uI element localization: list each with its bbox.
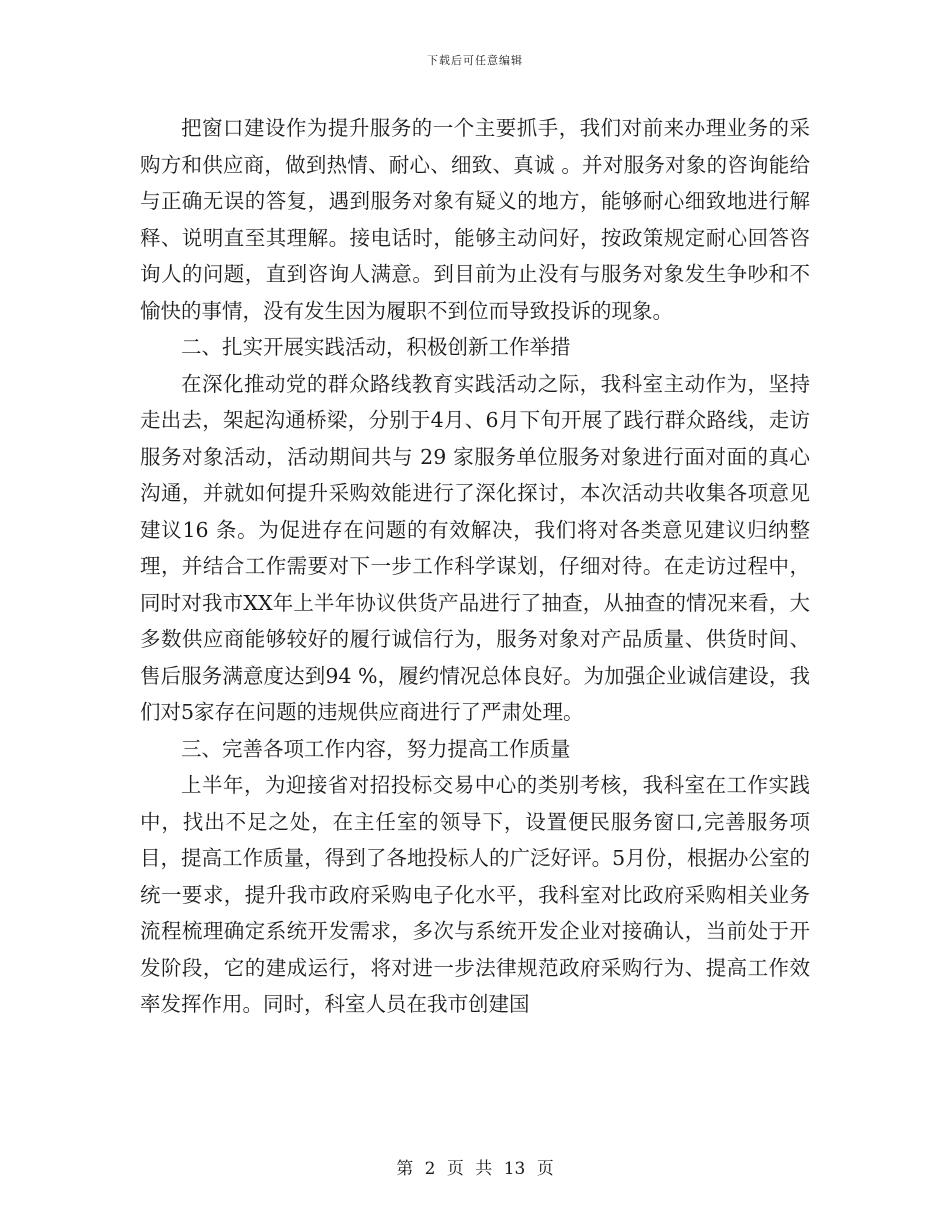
section-heading-quality: 三、完善各项工作内容，努力提高工作质量	[181, 736, 571, 761]
section-heading-practice: 二、扎实开展实践活动，积极创新工作举措	[181, 335, 571, 359]
paragraph-practice-activities: 在深化推动党的群众路线教育实践活动之际，我科室主动作为，坚持走出去，架起沟通桥梁，分别于4月、6月下旬开展了践行群众路线，走访服务对象活动，活动期间共与 29 家服务单位服务对象进行面对面的真心沟通，并就如何提升采购效能进行了深化探讨，本次活动共收集各项意见建议16 条。为促进存在问题的有效解决，我们将对各类意见建议归纳整理，并结合工作需要对下一步工作科学谋划，仔细对待。在走访过程中，同时对我市XX年上半年协议供货产品进行了抽查，从抽查的情况来看，大多数供应商能够较好的履行诚信行为，服务对象对产品质量、供货时间、售后服务满意度达到94 %，履约情况总体良好。为加强企业诚信建设，我们对5家存在问题的违规供应商进行了严肃处理。	[140, 371, 810, 724]
document-body	[140, 110, 810, 1023]
page-header: 下载后可任意编辑	[427, 54, 523, 67]
paragraph-window-service: 把窗口建设作为提升服务的一个主要抓手，我们对前来办理业务的采购方和供应商，做到热情、耐心、细致、真诚 。并对服务对象的咨询能给与正确无误的答复，遇到服务对象有疑义的地方，能够耐心细致地进行解释、说明直至其理解。接电话时，能够主动问好，按政策规定耐心回答咨询人的问题，直到咨询人满意。到目前为止没有与服务对象发生争吵和不愉快的事情，没有发生因为履职不到位而导致投诉的现象。	[140, 116, 810, 323]
paragraph-work-quality: 上半年，为迎接省对招投标交易中心的类别考核，我科室在工作实践中，找出不足之处，在主任室的领导下，设置便民服务窗口,完善服务项目，提高工作质量，得到了各地投标人的广泛好评。5月份，根据办公室的统一要求，提升我市政府采购电子化水平，我科室对比政府采购相关业务流程梳理确定系统开发需求，多次与系统开发企业对接确认，当前处于开发阶段，它的建成运行，将对进一步法律规范政府采购行为、提高工作效率发挥作用。同时，科室人员在我市创建国	[140, 773, 810, 1016]
page-number-footer: 第 2 页 共 13 页	[396, 1159, 554, 1179]
